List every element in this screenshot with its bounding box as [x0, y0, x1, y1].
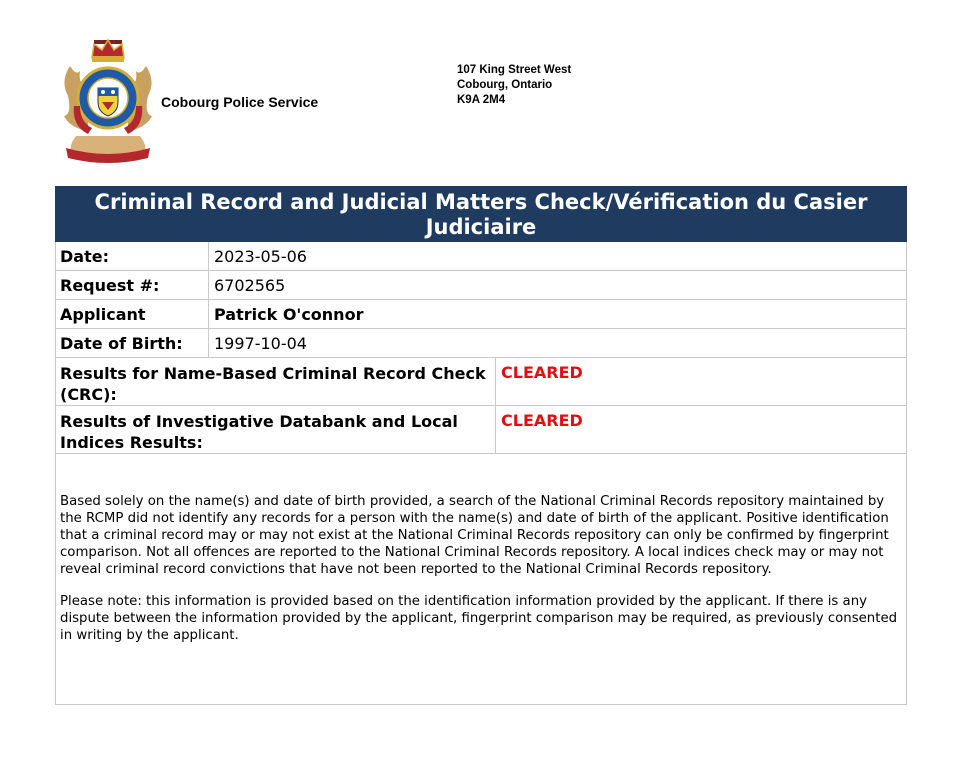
- indices-status-badge: CLEARED: [501, 411, 583, 430]
- address-line: Cobourg, Ontario: [457, 79, 553, 91]
- applicant-label: Applicant: [56, 300, 209, 328]
- dob-row: [56, 329, 906, 358]
- address-line: K9A 2M4: [457, 94, 506, 106]
- address-block: [457, 63, 571, 108]
- dob-label: Date of Birth:: [56, 329, 209, 357]
- dob-value: 1997-10-04: [214, 334, 307, 353]
- date-row: [56, 242, 906, 271]
- disclaimer-paragraph: Based solely on the name(s) and date of birth provided, a search of the National Criminal Records repository maintained by the RCMP did not identify any records for a person with the name(s) and date of birth of the applicant. Positive identification that a criminal record may or may not exist at the National Criminal Records repository can only be confirmed by fingerprint comparison. Not all offences are reported to the National Criminal Records repository. A local indices check may or may not reveal criminal record convictions that have not been reported to the National Criminal Records repository.: [60, 494, 889, 577]
- record-check-form: [55, 186, 907, 705]
- crc-result-label: Results for Name-Based Criminal Record Check (CRC):: [56, 358, 496, 405]
- date-label: Date:: [56, 242, 209, 270]
- disclaimer-paragraph: Please note: this information is provided based on the identification information provided by the applicant. If there is any dispute between the information provided by the applicant, fingerprint comparison may be required, as previously consented in writing by the applicant.: [60, 594, 898, 643]
- applicant-value: Patrick O'connor: [214, 305, 364, 324]
- document-title: Criminal Record and Judicial Matters Check/Vérification du Casier Judiciaire: [55, 186, 907, 242]
- indices-result-label: Results of Investigative Databank and Local Indices Results:: [56, 406, 496, 453]
- indices-result-row: [56, 406, 906, 454]
- crc-status-badge: CLEARED: [501, 363, 583, 382]
- letterhead: [0, 0, 975, 180]
- crc-result-row: [56, 358, 906, 406]
- request-label: Request #:: [56, 271, 209, 299]
- request-value: 6702565: [214, 276, 286, 295]
- disclaimer-text: [60, 493, 905, 659]
- police-crest-icon: [58, 36, 158, 166]
- date-value: 2023-05-06: [214, 247, 307, 266]
- address-line: 107 King Street West: [457, 64, 572, 76]
- organization-name: Cobourg Police Service: [161, 94, 319, 110]
- request-row: [56, 271, 906, 300]
- applicant-row: [56, 300, 906, 329]
